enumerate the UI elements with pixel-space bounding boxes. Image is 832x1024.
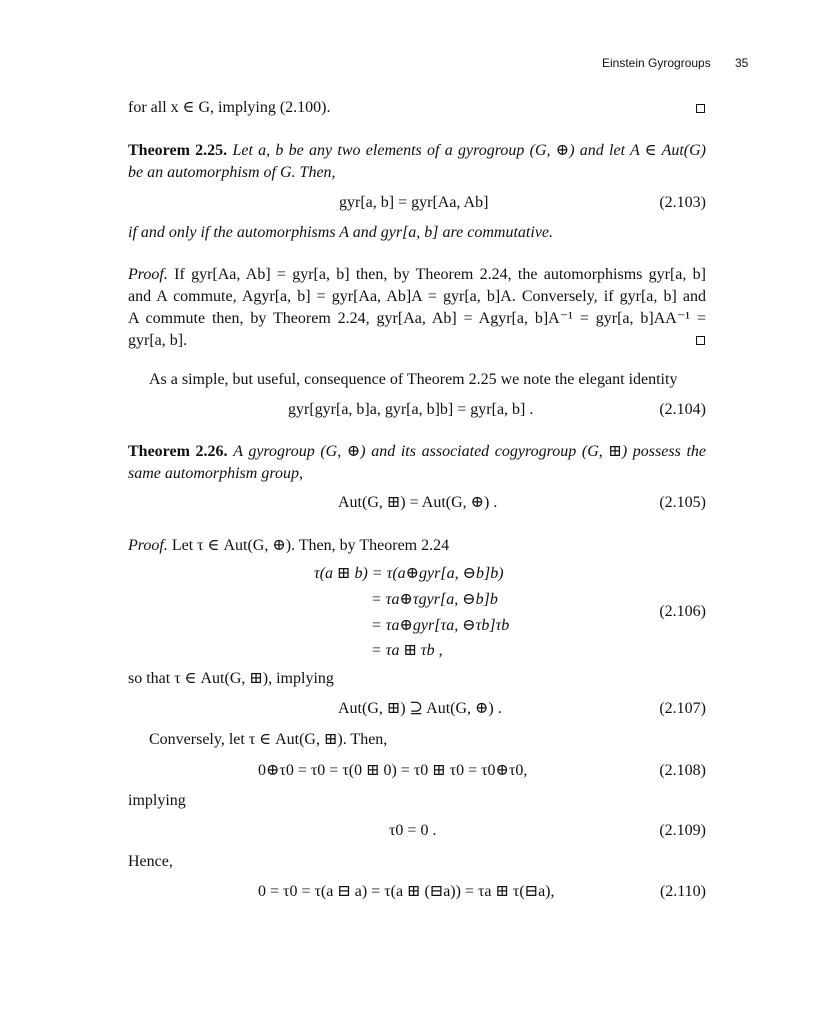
equation-number: (2.109)	[659, 822, 706, 839]
equation-number: (2.105)	[659, 494, 706, 511]
equation-2-108: 0⊕τ0 = τ0 = τ(0 ⊞ 0) = τ0 ⊞ τ0 = τ0⊕τ0,	[258, 762, 528, 779]
proof-line-1	[128, 536, 449, 556]
theorem-label: Theorem 2.25.	[128, 142, 228, 159]
text-line: so that τ ∈ Aut(G, ⊞), implying	[128, 670, 334, 687]
proof-line-3: A commute then, by Theorem 2.24, gyr[Aa, Ab] = Agyr[a, b]A⁻¹ = gyr[a, b]AA⁻¹ =	[128, 310, 706, 327]
theorem-2-25-line-2: be an automorphism of G. Then,	[128, 164, 336, 181]
theorem-2-26-line-2: same automorphism group,	[128, 465, 303, 482]
theorem-2-25-line-3: if and only if the automorphisms A and gyr[a, b] are commutative.	[128, 224, 554, 241]
text-line: Hence,	[128, 853, 173, 870]
theorem-2-26-line-1	[128, 442, 706, 462]
equation-2-106-line-4: = τa ⊞ τb ,	[371, 642, 443, 659]
equation-2-106-line-1: τ(a ⊞ b) = τ(a⊕gyr[a, ⊖b]b)	[314, 565, 504, 582]
equation-number: (2.104)	[659, 401, 706, 418]
text-line: for all x ∈ G, implying (2.100).	[128, 99, 331, 116]
qed-box-icon	[696, 104, 705, 113]
theorem-label: Theorem 2.26.	[128, 443, 228, 460]
equation-2-106-line-2: = τa⊕τgyr[a, ⊖b]b	[371, 591, 498, 608]
theorem-text: A gyrogroup (G, ⊕) and its associated cogyrogroup (G, ⊞) possess the	[233, 443, 706, 460]
equation-number: (2.106)	[659, 603, 706, 620]
equation-2-105: Aut(G, ⊞) = Aut(G, ⊕) .	[338, 494, 498, 511]
equation-number: (2.107)	[659, 700, 706, 717]
equation-number: (2.108)	[659, 762, 706, 779]
equation-2-109: τ0 = 0 .	[389, 822, 437, 839]
proof-line-1	[128, 265, 706, 285]
proof-line-4: gyr[a, b].	[128, 332, 188, 349]
proof-text: Let τ ∈ Aut(G, ⊕). Then, by Theorem 2.24	[171, 537, 450, 554]
page-number: 35	[735, 56, 749, 70]
equation-2-110: 0 = τ0 = τ(a ⊟ a) = τ(a ⊞ (⊟a)) = τa ⊞ τ(⊟a),	[258, 883, 555, 900]
proof-label: Proof.	[128, 266, 168, 283]
theorem-text: Let a, b be any two elements of a gyrogroup (G, ⊕) and let A ∈ Aut(G)	[232, 142, 707, 159]
equation-2-103: gyr[a, b] = gyr[Aa, Ab]	[339, 194, 489, 211]
text-line: Conversely, let τ ∈ Aut(G, ⊞). Then,	[149, 731, 388, 748]
qed-box-icon	[696, 336, 705, 345]
proof-line-2: and A commute, Agyr[a, b] = gyr[Aa, Ab]A = gyr[a, b]A. Conversely, if gyr[a, b] and	[128, 288, 706, 305]
equation-2-106-line-3: = τa⊕gyr[τa, ⊖τb]τb	[371, 617, 510, 634]
theorem-2-25-line-1	[128, 141, 706, 161]
equation-2-107: Aut(G, ⊞) ⊇ Aut(G, ⊕) .	[338, 700, 502, 717]
equation-2-104: gyr[gyr[a, b]a, gyr[a, b]b] = gyr[a, b] .	[288, 401, 534, 418]
paragraph: As a simple, but useful, consequence of Theorem 2.25 we note the elegant identity	[149, 371, 678, 388]
equation-number: (2.110)	[659, 883, 706, 900]
proof-text: If gyr[Aa, Ab] = gyr[a, b] then, by Theorem 2.24, the automorphisms gyr[a, b]	[174, 266, 707, 283]
running-title: Einstein Gyrogroups	[602, 56, 711, 70]
proof-label: Proof.	[128, 537, 168, 554]
text-line: implying	[128, 792, 186, 809]
equation-number: (2.103)	[659, 194, 706, 211]
